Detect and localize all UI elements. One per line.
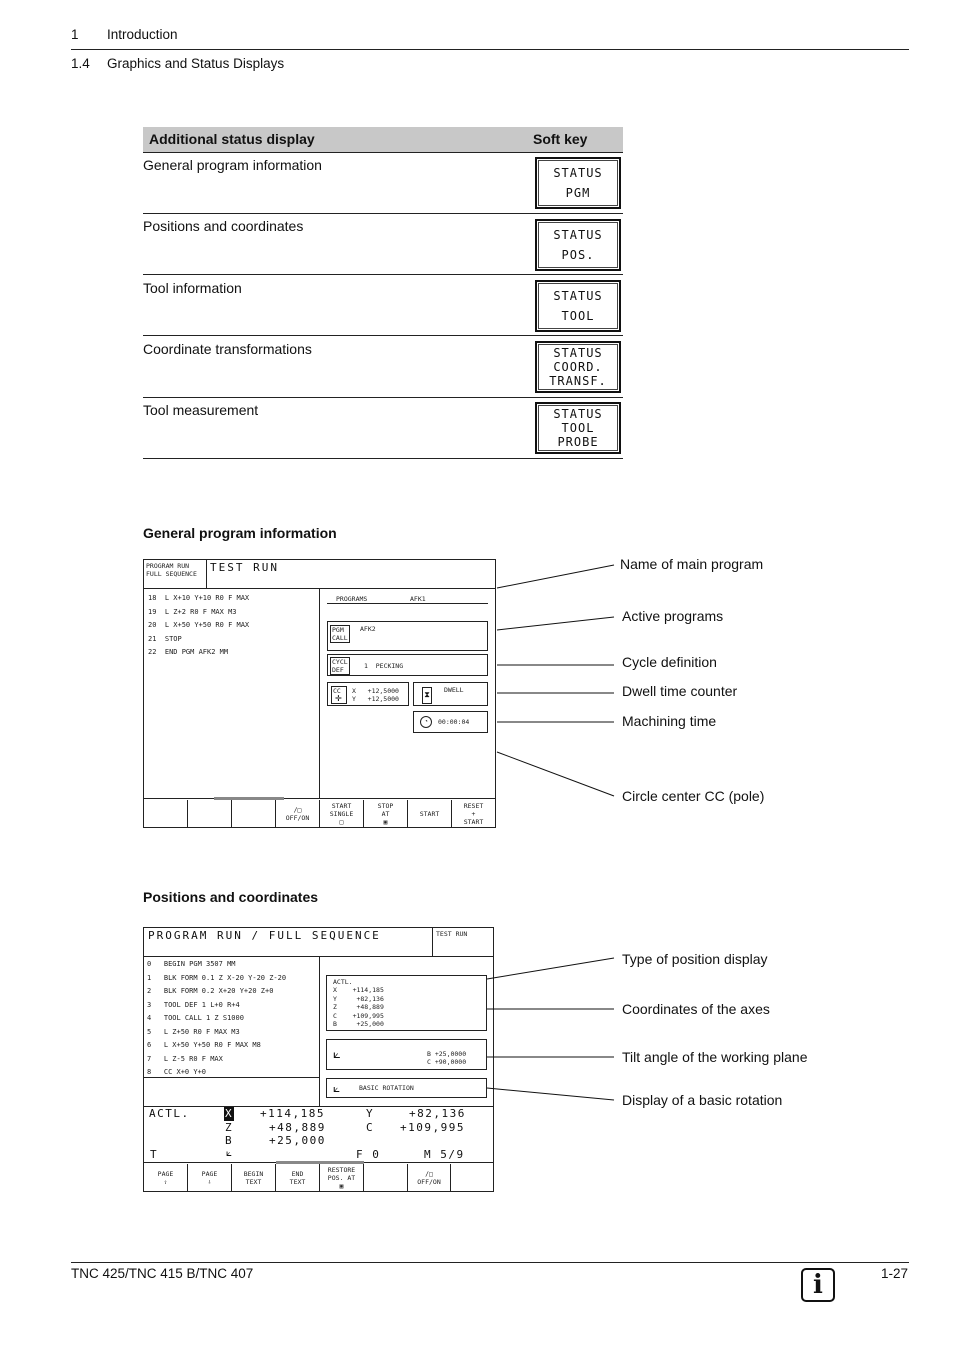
row-label-tool-measurement: Tool measurement bbox=[143, 402, 259, 418]
header-section: Graphics and Status Displays bbox=[107, 56, 285, 71]
mode-small-label: TEST RUN bbox=[436, 930, 468, 938]
axis-x-highlight: X bbox=[225, 1107, 234, 1120]
machining-time: 00:00:04 bbox=[438, 718, 470, 726]
softkey-reset-start[interactable]: RESET + START bbox=[463, 801, 484, 826]
divider bbox=[319, 956, 320, 1106]
table-rule bbox=[143, 274, 623, 275]
softkey-stop-at[interactable]: STOP AT ▣ bbox=[364, 800, 408, 827]
softkey-restore-pos[interactable]: RESTORE POS. AT ▣ bbox=[320, 1164, 364, 1191]
row-label-tool: Tool information bbox=[143, 280, 242, 296]
softkey-begin-text[interactable]: BEGIN TEXT bbox=[232, 1164, 276, 1191]
callout-circle-center: Circle center CC (pole) bbox=[622, 788, 765, 804]
screen-positions-coordinates bbox=[143, 927, 494, 1192]
table-rule bbox=[143, 397, 623, 398]
cycl-def-icon: CYCL DEF bbox=[332, 658, 348, 674]
softkey-off-on[interactable]: ∕□ OFF/ON bbox=[408, 1164, 451, 1191]
header-rule bbox=[71, 49, 909, 50]
header-chapter: Introduction bbox=[107, 27, 178, 42]
callout-machining-time: Machining time bbox=[622, 713, 717, 729]
tilt-plane-icon: ⟀ bbox=[333, 1046, 341, 1061]
callout-dwell-time: Dwell time counter bbox=[622, 683, 738, 699]
pgm-call-icon: PGM CALL bbox=[332, 626, 348, 642]
dwell-time-box bbox=[413, 682, 488, 706]
divider bbox=[327, 603, 488, 604]
cc-crosshair-icon: CC ✛ bbox=[331, 686, 347, 704]
softkey-start-single[interactable]: START SINGLE □ bbox=[320, 800, 364, 827]
divider bbox=[144, 798, 495, 799]
softkey-3[interactable] bbox=[232, 800, 276, 827]
basic-rotation-box bbox=[326, 1078, 487, 1098]
divider bbox=[432, 928, 433, 956]
softkey-page-down[interactable]: PAGE ⇩ bbox=[188, 1164, 232, 1191]
softkey-page-up[interactable]: PAGE ⇧ bbox=[144, 1164, 188, 1191]
callout-cycle-definition: Cycle definition bbox=[622, 654, 717, 670]
col-additional-status: Additional status display bbox=[149, 131, 315, 147]
softkey-end-text[interactable]: END TEXT bbox=[276, 1164, 320, 1191]
info-icon: i bbox=[801, 1268, 835, 1302]
basic-rotation-label: BASIC ROTATION bbox=[359, 1084, 414, 1092]
mode-small-label: PROGRAM RUN FULL SEQUENCE bbox=[146, 562, 197, 578]
footer-rule bbox=[71, 1262, 909, 1263]
softkey-bar bbox=[144, 1164, 493, 1191]
table-rule bbox=[143, 458, 623, 459]
softkey-2[interactable] bbox=[188, 800, 232, 827]
softkey-status-tool[interactable]: STATUS TOOL bbox=[535, 280, 621, 332]
softkey-off-on[interactable]: ∕□ OFF/ON bbox=[276, 800, 320, 827]
screen-general-program bbox=[143, 559, 496, 828]
divider bbox=[144, 1077, 319, 1078]
clock-icon: ◔ bbox=[420, 716, 432, 728]
softkey-6[interactable] bbox=[364, 1164, 408, 1191]
callout-axes-coordinates: Coordinates of the axes bbox=[622, 1001, 770, 1017]
program-lines: 18 L X+10 Y+10 R0 F MAX 19 L Z+2 R0 F MAX M3 20 L X+50 Y+50 R0 F MAX 21 STOP 22 END PGM AFK2 MM bbox=[148, 594, 250, 656]
tilt-values: B +25,0000 C +90,0000 bbox=[427, 1050, 467, 1066]
softkey-start[interactable]: START bbox=[408, 800, 452, 827]
hourglass-icon: ⧗ bbox=[422, 687, 432, 704]
actl-coordinates-box bbox=[326, 975, 487, 1031]
section-title-general: General program information bbox=[143, 525, 337, 541]
tilt-angle-box bbox=[326, 1039, 487, 1070]
position-display: ACTL. X +114,185 Y +82,136 Z +48,889 C +109,995 B +25,000 T ⟀ F 0 M 5/9 bbox=[149, 1107, 466, 1161]
row-label-general: General program information bbox=[143, 157, 322, 173]
cc-cross-glyph: ✛ bbox=[335, 694, 342, 703]
callout-main-program: Name of main program bbox=[620, 556, 764, 572]
softkey-status-pos[interactable]: STATUS POS. bbox=[535, 219, 621, 271]
row-label-positions: Positions and coordinates bbox=[143, 218, 304, 234]
program-lines: 0 BEGIN PGM 3507 MM 1 BLK FORM 0.1 Z X-20 Y-20 Z-20 2 BLK FORM 0.2 X+20 Y+20 Z+0 3 TOOL DEF 1 L+0 R+4 4 TOOL CALL 1 Z S1000 5 L Z+50 R0 F MAX M3 6 L X+50 Y+50 R0 F MAX M8 7 L Z-5 R0 F MAX 8 CC X+0 Y+0 bbox=[147, 960, 287, 1076]
active-program-name: AFK2 bbox=[360, 625, 376, 633]
dwell-label: DWELL bbox=[444, 686, 464, 694]
divider bbox=[206, 560, 207, 588]
softkey-status-coord-transf[interactable]: STATUS COORD. TRANSF. bbox=[535, 341, 621, 393]
circle-center-box bbox=[327, 682, 409, 706]
cc-coordinates: X +12,5000 Y +12,5000 bbox=[352, 687, 399, 703]
mode-big-label: PROGRAM RUN / FULL SEQUENCE bbox=[148, 929, 381, 942]
callout-tilt-angle: Tilt angle of the working plane bbox=[622, 1049, 808, 1065]
cycle-definition-box bbox=[327, 654, 488, 676]
callout-active-programs: Active programs bbox=[622, 608, 724, 624]
footer-model: TNC 425/TNC 415 B/TNC 407 bbox=[71, 1266, 254, 1281]
col-soft-key: Soft key bbox=[533, 131, 588, 147]
active-programs-box bbox=[327, 621, 488, 651]
section-title-positions: Positions and coordinates bbox=[143, 889, 319, 905]
divider bbox=[319, 588, 320, 798]
mode-big-label: TEST RUN bbox=[210, 561, 279, 574]
basic-rotation-icon: ⟀ bbox=[333, 1081, 341, 1095]
softkey-1[interactable] bbox=[144, 800, 188, 827]
softkey-bar bbox=[144, 800, 495, 827]
softkey-status-tool-probe[interactable]: STATUS TOOL PROBE bbox=[535, 402, 621, 454]
table-rule bbox=[143, 213, 623, 214]
header-section-num: 1.4 bbox=[71, 56, 90, 71]
header-chapter-num: 1 bbox=[71, 27, 79, 42]
callout-position-type: Type of position display bbox=[622, 951, 768, 967]
tilt-plane-small-icon: ⟀ bbox=[226, 1148, 234, 1159]
table-rule bbox=[143, 335, 623, 336]
programs-label: PROGRAMS bbox=[336, 595, 368, 603]
footer-page-number: 1-27 bbox=[881, 1266, 909, 1281]
callout-basic-rotation: Display of a basic rotation bbox=[622, 1092, 783, 1108]
status-table-header bbox=[143, 127, 623, 153]
row-label-coord: Coordinate transformations bbox=[143, 341, 312, 357]
softkey-8[interactable] bbox=[451, 1164, 493, 1191]
machining-time-box bbox=[413, 711, 488, 733]
cycle-name: 1 PECKING bbox=[364, 662, 404, 670]
actl-coordinates: ACTL. X +114,185 Y +82,136 Z +48,889 C +109,995 B +25,000 bbox=[333, 978, 384, 1029]
main-program-name: AFK1 bbox=[410, 595, 426, 603]
softkey-status-pgm[interactable]: STATUS PGM bbox=[535, 157, 621, 209]
